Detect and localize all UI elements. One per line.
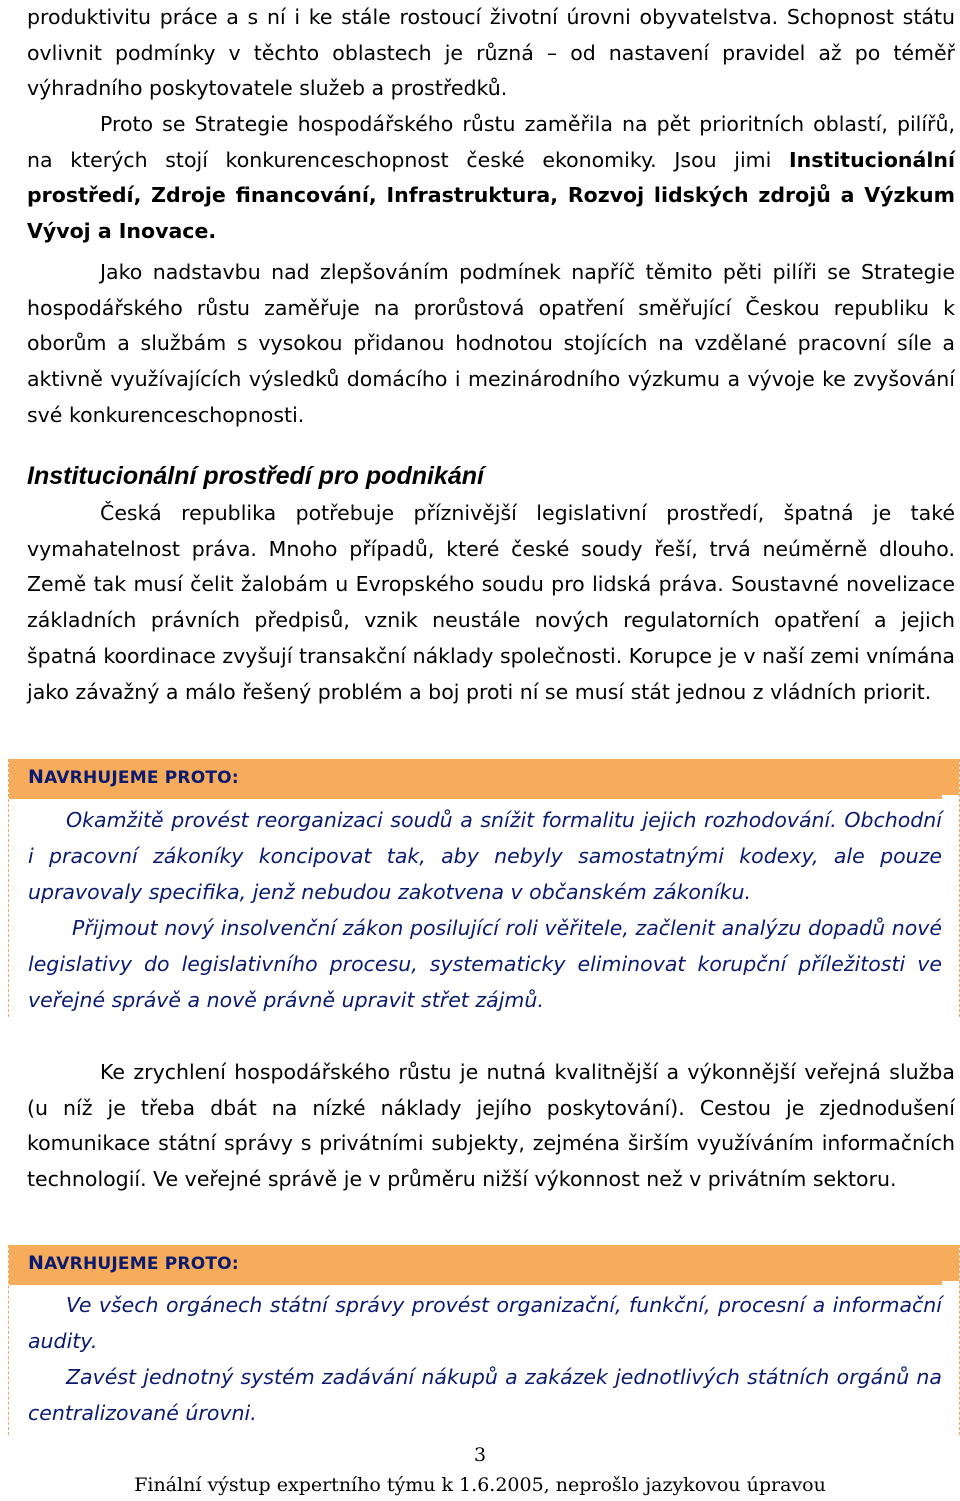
proposal-box-2-body <box>9 1281 942 1435</box>
page-number: 3 <box>473 1444 487 1466</box>
heading-rest: AVRHUJEME PROTO: <box>44 1254 239 1274</box>
paragraph-public-service: Ke zrychlení hospodářského růstu je nutná kvalitnější a výkonnější veřejná služba (u níž je třeba dbát na nízké náklady jejího poskytování). Cestou je zjednodušení komunikace státní správy s privátními subjekty, zejména širším využíváním informačních technologií. Ve veřejné správě je v průměru nižší výkonnost než v privátním sektoru. <box>27 1060 955 1192</box>
paragraph-pillars-text: Proto se Strategie hospodářského růstu zaměřila na pět prioritních oblastí, pilířů, na kterých stojí konkurenceschopnost české ekonomiky. Jsou jimi <box>27 112 955 172</box>
proposal-item: Přijmout nový insolvenční zákon posilující roli věřitele, začlenit analýzu dopadů nové legislativy do legislativního procesu, systematicky eliminovat korupční příležitosti ve veřejné správě a nově právně upravit střet zájmů. <box>28 916 942 1012</box>
proposal-item: Okamžitě provést reorganizaci soudů a snížit formalitu jejich rozhodování. Obchodní i pracovní zákoníky koncipovat tak, aby nebyly samostatnými kodexy, ale pouze upravovaly specifika, jenž nebudou zakotvena v občanském zákoníku. <box>28 808 942 904</box>
heading-initial: N <box>28 766 45 788</box>
page-footer: Finální výstup expertního týmu k 1.6.2005, neprošlo jazykovou úpravou <box>134 1474 826 1496</box>
proposal-box-1-heading <box>9 759 959 795</box>
heading-rest: AVRHUJEME PROTO: <box>44 768 239 788</box>
proposal-box-1-body <box>9 795 942 1017</box>
proposal-item: Zavést jednotný systém zadávání nákupů a zakázek jednotlivých státních orgánů na centralizované úrovni. <box>28 1365 942 1425</box>
heading-initial: N <box>28 1252 45 1274</box>
proposal-box-2 <box>8 1245 960 1435</box>
proposal-box-2-heading <box>9 1245 959 1281</box>
paragraph-legal-environment: Česká republika potřebuje příznivější legislativní prostředí, špatná je také vymahatelnost práva. Mnoho případů, které české soudy řeší, trvá neúměrně dlouho. Země tak musí čelit žalobám u Evropského soudu pro lidská práva. Soustavné novelizace základních právních předpisů, vznik neustále nových regulatorních opatření a jejich špatná koordinace zvyšují transakční náklady společnosti. Korupce je v naší zemi vnímána jako závažný a málo řešený problém a boj proti ní se musí stát jednou z vládních priorit. <box>27 501 955 704</box>
section-title: Institucionální prostředí pro podnikání <box>27 462 484 490</box>
proposal-box-1 <box>8 759 960 1017</box>
paragraph-pillars-bold: Institucionální prostředí, Zdroje financování, Infrastruktura, Rozvoj lidských zdrojů a Výzkum Vývoj a Inovace. <box>27 147 955 244</box>
paragraph-intro-continuation: produktivitu práce a s ní i ke stále rostoucí životní úrovni obyvatelstva. Schopnost státu ovlivnit podmínky v těchto oblastech je různá – od nastavení pravidel až po téměř výhradního poskytovatele služeb a prostředků. <box>27 5 955 101</box>
paragraph-superstructure: Jako nadstavbu nad zlepšováním podmínek napříč těmito pěti pilíři se Strategie hospodářského růstu zaměřuje na prorůstová opatření směřující Českou republiku k oborům a službám s vysokou přidanou hodnotou stojících na vzdělané pracovní síle a aktivně využívajících výsledků domácího i mezinárodního výzkumu a vývoje ke zvyšování své konkurenceschopnosti. <box>27 260 955 427</box>
paragraph-pillars <box>27 107 955 250</box>
proposal-item: Ve všech orgánech státní správy provést organizační, funkční, procesní a informační audity. <box>28 1293 942 1353</box>
